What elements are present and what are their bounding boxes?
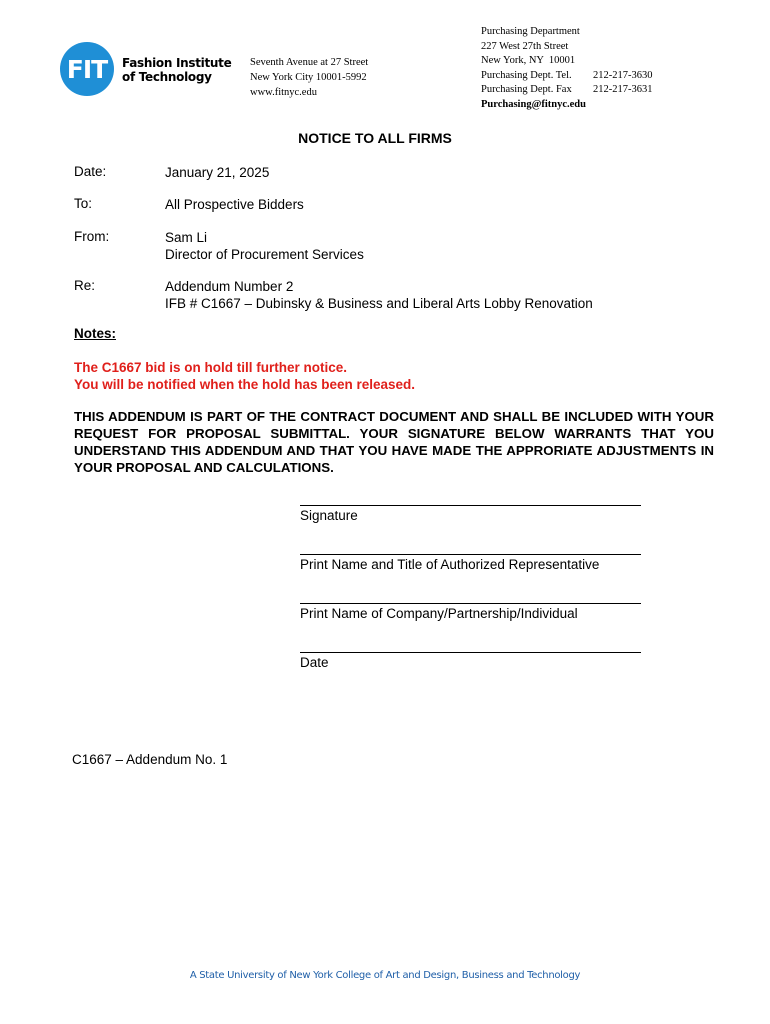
from-title: Director of Procurement Services: [165, 247, 364, 262]
company-label: Print Name of Company/Partnership/Individual: [300, 606, 578, 621]
institution-name: [122, 56, 231, 84]
re-line1: Addendum Number 2: [165, 279, 294, 294]
document-reference: C1667 – Addendum No. 1: [72, 752, 228, 767]
page-title: NOTICE TO ALL FIRMS: [298, 130, 452, 146]
print-name-label: Print Name and Title of Authorized Representative: [300, 557, 600, 572]
fit-logo-mark: FIT: [60, 42, 114, 96]
hold-notice-line1: The C1667 bid is on hold till further notice.: [74, 360, 348, 375]
re-line2: IFB # C1667 – Dubinsky & Business and Liberal Arts Lobby Renovation: [165, 296, 593, 311]
company-line[interactable]: [300, 603, 641, 604]
date-signed-label: Date: [300, 655, 329, 670]
re-value: [165, 278, 593, 312]
dept-fax-label: Purchasing Dept. Fax: [481, 84, 572, 95]
print-name-line[interactable]: [300, 554, 641, 555]
institution-street: Seventh Avenue at 27 Street: [250, 57, 369, 68]
signature-label: Signature: [300, 508, 358, 523]
from-name: Sam Li: [165, 230, 208, 245]
date-label: Date:: [74, 164, 107, 179]
dept-street: 227 West 27th Street: [481, 40, 569, 52]
institution-name-line2: of Technology: [122, 70, 212, 84]
dept-tel-row: [481, 69, 653, 84]
from-label: From:: [74, 229, 110, 244]
dept-name: Purchasing Department: [481, 26, 580, 37]
institution-city: New York City 10001-5992: [250, 72, 367, 83]
date-signed-line[interactable]: [300, 652, 641, 653]
notes-heading: Notes:: [74, 326, 117, 341]
dept-tel-label: Purchasing Dept. Tel.: [481, 69, 572, 81]
dept-city: New York, NY 10001: [481, 55, 576, 66]
dept-email[interactable]: Purchasing@fitnyc.edu: [481, 98, 586, 110]
to-value: All Prospective Bidders: [165, 197, 304, 212]
date-value: January 21, 2025: [165, 165, 270, 180]
institution-address: [250, 55, 368, 100]
to-label: To:: [74, 196, 93, 211]
dept-fax: 212-217-3631: [593, 84, 653, 95]
re-label: Re:: [74, 278, 96, 293]
hold-notice-line2: You will be notified when the hold has been released.: [74, 377, 416, 392]
institution-website: www.fitnyc.edu: [250, 87, 317, 98]
addendum-statement: THIS ADDENDUM IS PART OF THE CONTRACT DOCUMENT AND SHALL BE INCLUDED WITH YOUR REQUEST FOR PROPOSAL SUBMITTAL. YOUR SIGNATURE BELOW WARRANTS THAT YOU UNDERSTAND THIS ADDENDUM AND THAT YOU HAVE MADE THE APPRORIATE ADJUSTMENTS IN YOUR PROPOSAL AND CALCULATIONS.: [74, 409, 714, 475]
dept-tel: 212-217-3630: [593, 69, 653, 81]
hold-notice: [74, 359, 415, 393]
institution-name-line1: Fashion Institute: [122, 56, 232, 70]
purchasing-dept-block: [481, 25, 653, 112]
suny-tagline: A State University of New York College of Art and Design, Business and Technology: [189, 970, 581, 981]
signature-line[interactable]: [300, 505, 641, 506]
dept-fax-row: [481, 83, 653, 98]
from-value: [165, 229, 364, 263]
